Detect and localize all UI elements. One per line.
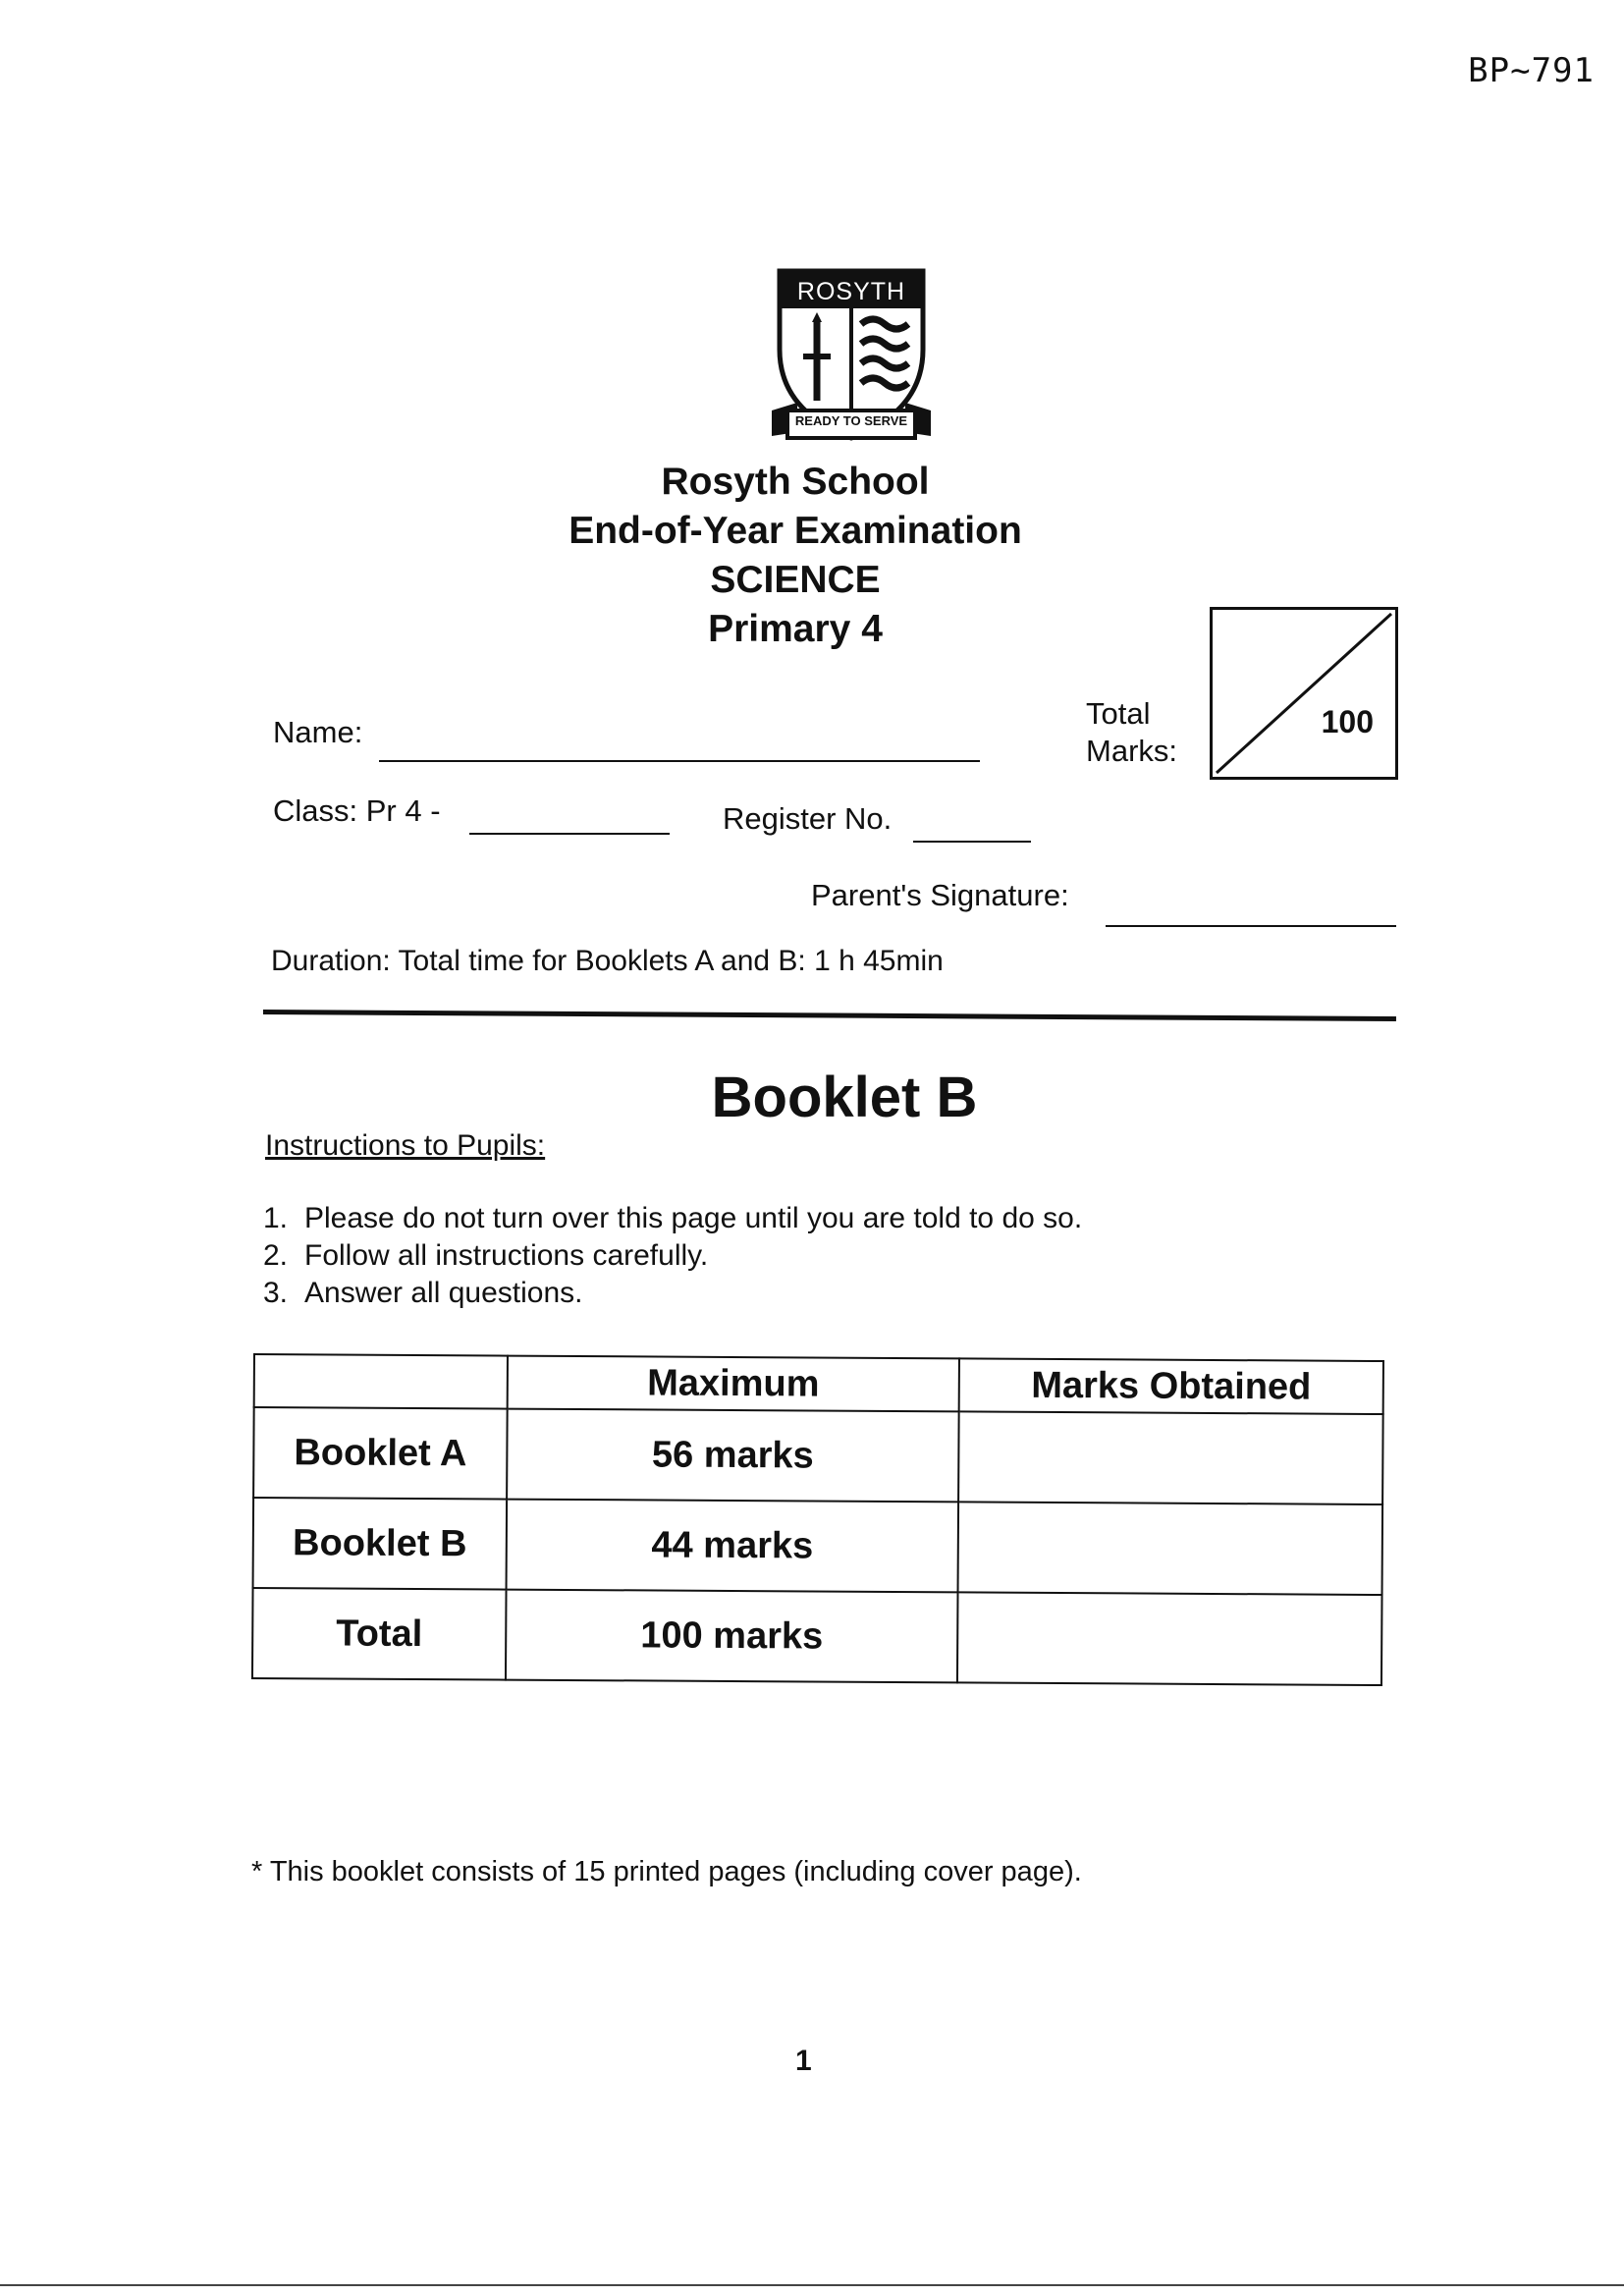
table-row [252, 1588, 1382, 1685]
register-field[interactable] [913, 841, 1031, 843]
name-label: Name: [273, 715, 363, 749]
instruction-item [263, 1200, 1082, 1237]
signature-field[interactable] [1106, 925, 1396, 927]
booklet-title: Booklet B [711, 1066, 978, 1129]
name-field[interactable] [379, 760, 980, 762]
table-header-cell: Marks Obtained [959, 1358, 1383, 1414]
total-marks-label: Total Marks: [1086, 696, 1177, 768]
row-maximum: 44 marks [507, 1500, 959, 1593]
subject-title: SCIENCE [710, 559, 881, 601]
document-code: BP~791 [1468, 51, 1595, 90]
crest-banner-text: ROSYTH [796, 278, 906, 305]
duration-text: Duration: Total time for Booklets A and B: 1 h 45min [271, 945, 944, 977]
instruction-number: 1. [263, 1202, 289, 1234]
instruction-text: Please do not turn over this page until you are told to do so. [304, 1202, 1083, 1234]
instruction-number: 3. [263, 1277, 289, 1309]
instructions-list [263, 1200, 1082, 1312]
page-number: 1 [795, 2045, 812, 2077]
page-count-note: * This booklet consists of 15 printed pages (including cover page). [251, 1856, 1082, 1887]
row-obtained[interactable] [958, 1411, 1383, 1504]
table-row [253, 1407, 1383, 1504]
table-header-cell: Maximum [508, 1356, 959, 1412]
total-marks-value: 100 [1321, 704, 1374, 739]
instruction-item [263, 1275, 1082, 1312]
divider-rule [263, 1010, 1396, 1021]
marks-table [251, 1353, 1384, 1686]
total-marks-box [1210, 607, 1398, 780]
level-title: Primary 4 [708, 608, 883, 650]
instruction-number: 2. [263, 1239, 289, 1272]
exam-title: End-of-Year Examination [568, 510, 1022, 552]
register-label: Register No. [723, 801, 893, 836]
row-label: Booklet A [253, 1407, 508, 1500]
table-header-cell [254, 1354, 508, 1409]
class-field[interactable] [469, 833, 670, 835]
row-maximum: 56 marks [507, 1409, 959, 1503]
row-label: Total [252, 1588, 507, 1680]
crest-motto: READY TO SERVE [794, 413, 908, 428]
table-header-row [254, 1354, 1383, 1414]
row-maximum: 100 marks [506, 1590, 958, 1683]
row-obtained[interactable] [958, 1502, 1383, 1595]
school-name: Rosyth School [661, 461, 930, 503]
school-crest-logo [768, 263, 935, 450]
table-row [253, 1498, 1383, 1595]
scan-edge-line [0, 2284, 1624, 2286]
row-obtained[interactable] [957, 1592, 1382, 1685]
instruction-text: Follow all instructions carefully. [304, 1239, 709, 1272]
signature-label: Parent's Signature: [811, 878, 1069, 912]
instruction-item [263, 1237, 1082, 1275]
class-label: Class: Pr 4 - [273, 793, 441, 828]
instruction-text: Answer all questions. [304, 1277, 583, 1309]
row-label: Booklet B [253, 1498, 508, 1590]
instructions-title: Instructions to Pupils: [265, 1129, 546, 1162]
